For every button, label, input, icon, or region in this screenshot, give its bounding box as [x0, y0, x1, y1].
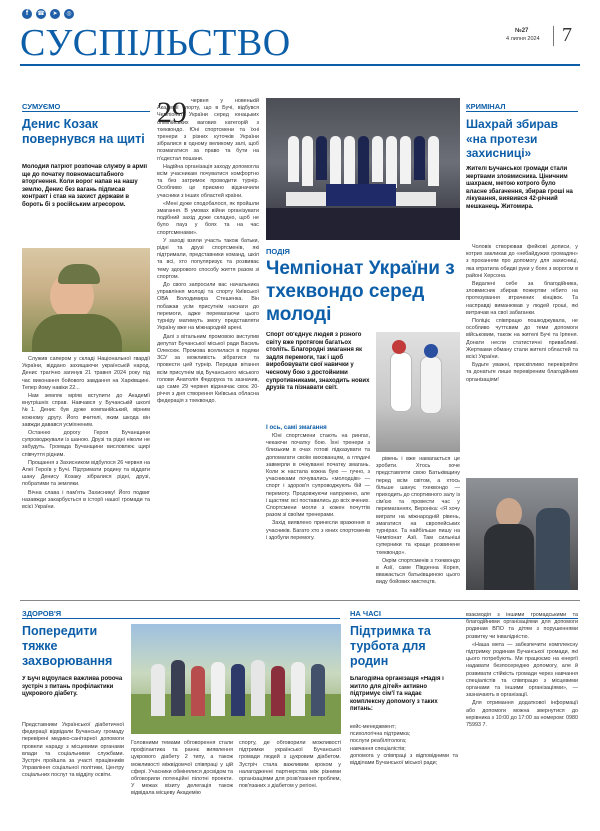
kryminal-paragraph: Чоловік створював фейкові дописи, у котрих закликав до «небайдужих громадян» з проханням про допомогу для захисниці, яка втратила обидві руки у боях з ворогом в районі Херсона.: [466, 244, 578, 279]
tkd-paragraph: Юні спортсмени стають на рингах, чекаючи початку бою. Їхні тренери з близьким в очах готові підказувати та допомагати своїм вихованцям, а глядачі завмерли в очікуванні початку змагань. Коли ж настала кожна бую — гучно, з учасниками почувались «молодців» — спорт і здоров'я супроводжують бій — перемогу. Продовжуючи напружено, але і щастям: всі поставились до всіх вчених. Спортсмени могли з кожен почуттів разом зі своїми тренерами.: [266, 433, 370, 519]
sumuyemo-paragraph: Вічна слава і пам'ять Захиснику! Його подвиг назавжди закарбується в історії нашої громади та всієї України.: [22, 489, 150, 511]
zdorovya-body-col1: Представники Української діабетичної федерації відвідали Бучанську громаду перевірені медико-санітарної допомоги провели нараду з місцевими органами влади та соціальними службами. Зустріч пройшла за участі працівників Управління соціальної політики, Центру соціальних послуг та відділу освіти.: [22, 722, 124, 779]
na-chasi-paragraph: Для отримання додаткової інформації або допомоги можна звернутися до керівника з 10:00 до 17:00 за номером: 0980 75993 7.: [466, 700, 578, 729]
tkd-numeral: 29: [157, 96, 187, 129]
na-chasi-lead: Благодійна організація «Надія і житло для дітей» активно підтримує сім'ї та надає комплексну допомогу з таких питань:: [350, 676, 444, 713]
zdorovya-headline: Попередити тяжке захворювання: [22, 624, 113, 668]
sumuyemo-lead: Молодий патріот розпочав службу в армії ще до початку повномасштабного вторгнення. Коли ворог напав на нашу землю, Денис без вагань підписав контракт і став на захист держави в бороть бі з російським агресором.: [22, 164, 148, 208]
tkd-mid-paragraph: «Мені дуже сподобалося, як пройшли змагання. В умовах війни організувати подібний захід дуже складно, щоб не було пауз у боях та на час спортсменами».: [157, 200, 259, 236]
tkd-headline: Чемпіонат України з тхеквондо серед молоді: [266, 258, 455, 325]
zdorovya-photo: [131, 624, 341, 734]
sumuyemo-paragraph: Нам земляк мріяв вступити до Академії внутрішніх справ. Навчався у Бучанській школі №1. Денис був дуже компанійський, вірним кожному другу. Його вчителі, яким шкода він завжди давався усміхненим.: [22, 393, 150, 428]
zdorovya-body-col2: Головними темами обговорення стали профілактика та раннє виявлення цукрового діабету 2 типу, а також можливості міжвідомчої співпраці у цій сфері. Учасники обмінялися досвідом та обговорили потенційні пілотні проекти. У межах візиту делегація також відвідала місцеву Академію: [131, 740, 233, 797]
tkd-mid-paragraph: Далі з вітальним промовою виступив депутат Бучанської міської ради Василь Олексюк. Промова вселилася в подяки ЗСУ за можливість зібратися та провести цей турнір. Передав вітання всім присутнім від Бучанського міського голови Анатолія Федорука та зазначив, що саме 29 червня відзначає своє 20-річчя з дня створення Київська обласна федерація з тхеквондо.: [157, 333, 259, 405]
telegram-icon[interactable]: ➤: [50, 9, 60, 19]
zdorovya-rule: [22, 618, 340, 619]
na-chasi-paragraph: «Наша мета — забезпечити комплексну підтримку родинам Бучанської громади, які цього потребують. Ми працюємо на енергії надавати безпосередню допомогу, але й розвивати стійкість громади через навчання спеціалістів та співпрацю з місцевими органами та іншими організаціями», — зазначають в організації.: [466, 641, 578, 699]
page-number: 7: [562, 24, 572, 46]
sumuyemo-photo: [22, 248, 150, 352]
kryminal-photo: [466, 478, 578, 590]
list-item: навчання спеціалістів;: [350, 745, 406, 752]
tkd-mid-paragraph: червня у новенькій Академії спорту, що в Бучі, відбувся Чемпіонат України серед юнацьких олімпійських вагових категорій з тхеквондо. Юні спортсмени та їхні тренери з різних куточків України зібралися в одному великому залі, щоб позмагатися за право та бути на п'єдестал пошани.: [157, 98, 259, 162]
na-chasi-tag: НА ЧАСІ: [350, 609, 381, 618]
tkd-subhead: І ось, самі змагання: [266, 424, 327, 431]
viber-icon[interactable]: ☎: [37, 11, 45, 17]
issue-number: №27: [515, 28, 529, 34]
na-chasi-headline: Підтримка та турбота для родин: [350, 624, 431, 668]
tkd-body-col1: [266, 433, 370, 593]
masthead-rule: [20, 64, 580, 66]
list-item: послуги реабілітолога;: [350, 738, 407, 745]
zdorovya-lead: У Бучі відбулася важлива робоча зустріч з питань профілактики цукрового діабету.: [22, 676, 123, 698]
zdorovya-tag: ЗДОРОВ'Я: [22, 609, 62, 618]
tkd-paragraph: рівень і вже намагається це зробити. Хтось хоче представляти свою Батьківщину перед всім світом, а хтось більше шанує тхеквондо — приходить до спортивного залу із сім'єю та провести час у перемаганнях, Вероніка: «Я хочу виграти на міжнародній рівень, змагатися на європейських турнірах. Та найбільше пишу на Чемпіонат Азії. Там сильніші суперники та краще розвинене тхеквондо».: [376, 456, 460, 556]
tkd-mid-paragraph: У заході взяли участь також батьки, рідні та друзі спортсменів, які підтримали, представники команд, шкіл та всі, хто популяризує та розвиває тему здорового способу життя разом зі спортом.: [157, 237, 259, 280]
na-chasi-bullets-col1: [350, 724, 458, 816]
tkd-paragraph: Окрім спортсменів з тхеквондо в Азії, саме Південна Корея, вважається батьківщиною цього виду бойових мистецтв.: [376, 557, 460, 586]
social-icons-row: [22, 9, 112, 21]
tkd-mid-paragraph: Надійна організація заходу допомогла всім учасникам почуватися комфортно та без затримок проводити турнір. Особливо це приємно відзначили учасники з інших областей країни.: [157, 163, 259, 199]
bottom-divider: [20, 600, 580, 601]
masthead-divider: [553, 26, 554, 46]
sumuyemo-paragraph: Останню дорогу Героя Бучанщини супроводжували із шаною. Друзі та рідні ніколи не забудуть. Громада Бучанщини висловлює щирі співчуття рідним.: [22, 430, 150, 458]
tkd-tag: ПОДІЯ: [266, 247, 290, 256]
tkd-paragraph: Захід виявлено принесли враження в учасників. Багато хто з юних спортсменів і здобули перемогу.: [266, 520, 370, 541]
sumuyemo-paragraph: Служив сапером у складі Національної гвардії України, віддано захищаючи українській народ. Денис трагічно загинув 21 травня 2024 року під час виконання бойового завдання на Харківщині. Тепер йому навіки 22...: [22, 356, 150, 391]
tkd-mid-column: [157, 98, 259, 536]
sumuyemo-headline: Денис Козак повернувся на щиті: [22, 117, 145, 146]
tkd-team-photo: [266, 98, 460, 240]
sumuyemo-rule: [22, 111, 150, 112]
sumuyemo-tag: СУМУЄМО: [22, 102, 61, 111]
list-item: взаємодія з іншими громадськими та благодійними організаціями для допомоги родинам ВПО та дітям з порушеннями розвитку чи інвалідністю.: [466, 612, 578, 640]
tkd-lead: Спорт об'єднує людей з різного світу вже протягом багатьох століть. Благородні змагання як задля перемоги, так і щоб виробовувати свої навички у чесному бою з достойними супротивниками, знаходить нових друзів та пізнавати світ.: [266, 332, 370, 392]
sumuyemo-body: [22, 356, 150, 594]
facebook-icon[interactable]: f: [22, 9, 32, 19]
sumuyemo-paragraph: Прощання з Захисником відбулося 26 червня на Алеї Героїв у Бучі. Підтримати родину та віддати шану Денису Козаку зібралися рідні, друзі, побратими та земляки.: [22, 459, 150, 488]
kryminal-paragraph: Будьте уважні, прискіпливо перевіряйте та донатьте лише перевіреним благодійним організаціям!: [466, 362, 578, 383]
na-chasi-col2: [466, 612, 578, 816]
issue-date: 4 липня 2024: [506, 36, 540, 42]
section-title: СУСПІЛЬСТВО: [20, 22, 291, 64]
kryminal-tag: КРИМІНАЛ: [466, 102, 506, 111]
kryminal-paragraph: Видалені себе за благодійника, зловмисник збирав пожертви нібито на протезування втрачених кінцівок. Та насправді виманював у людей гроші, які витрачав на свої забаганки.: [466, 281, 578, 316]
tkd-mid-paragraph: До свого запросили вас начальника управління молоді та спорту Київської ОВА Володимира Стешенка. Він побажав усім присутнім наснаги до перемоги, адже перемагаючи цього турніру матимуть змогу представляти Україну вже на міжнародній арені.: [157, 282, 259, 332]
list-item: кейс-менеджмент;: [350, 724, 396, 730]
kryminal-headline: Шахрай збирав «на протези захисниці»: [466, 117, 558, 160]
instagram-icon[interactable]: ◎: [64, 9, 74, 19]
kryminal-body: [466, 244, 578, 474]
list-item: психологічна підтримка;: [350, 731, 411, 738]
list-item: допомога у співпраці з відповідними та відділами Бучанської міської ради;: [350, 752, 458, 767]
tkd-fight-photo: [376, 332, 460, 452]
kryminal-paragraph: Поліціє співпрацю пошкоджувала, не особливо чуттєвим до теми допомоги військовим, також на жителі Бучі та Ірпеня. Донати несли статистичні привабливі. Жертвами обману стали жителі областей та всієї України.: [466, 318, 578, 361]
zdorovya-body-col3: спорту, де обговорили можливості підтримки української Бучанської громади людей з цукровим діабетом. Зустріч стала важливим кроком у налагодженні партнерства між різними організаціями для розв'язання проблем, пов'язаних з діабетом у регіоні.: [239, 740, 341, 790]
kryminal-lead: Жителі Бучанської громади стали жертвами зловмисника. Ціничним шахраєм, метою котрого було власне збагачення, збирав гроші на лікування, виявився 42-річний мешканець Житомира.: [466, 166, 573, 210]
tkd-body-col2: [376, 456, 460, 594]
kryminal-rule: [466, 111, 578, 112]
